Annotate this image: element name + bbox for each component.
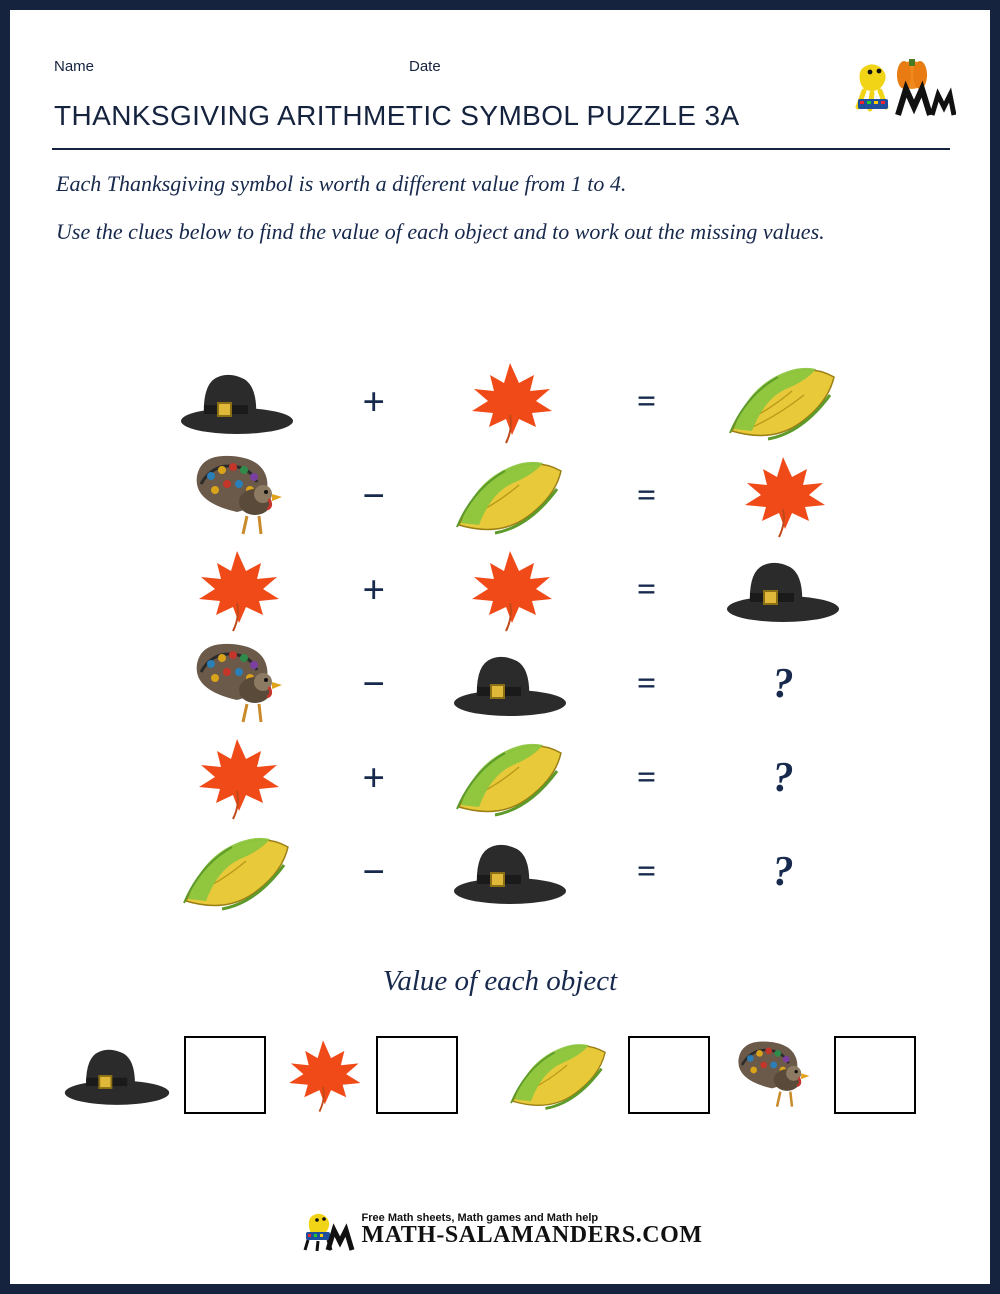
turkey-icon: [150, 449, 324, 543]
equation-row: [150, 825, 870, 919]
corn-icon: [423, 449, 597, 543]
hat-icon: [696, 543, 870, 637]
leaf-icon: [423, 543, 597, 637]
header-divider: [52, 148, 950, 150]
equals-sign: =: [636, 477, 657, 514]
equations-list: [150, 355, 870, 919]
footer-tagline: Free Math sheets, Math games and Math help: [361, 1211, 599, 1224]
operator: −: [361, 473, 386, 518]
hat-icon: [423, 637, 597, 731]
corn-value-box[interactable]: [628, 1036, 710, 1114]
turkey-icon: [722, 1034, 822, 1116]
page-border-bottom: [0, 1284, 1000, 1294]
math-salamanders-logo-icon: [846, 55, 956, 121]
instruction-line-1: Each Thanksgiving symbol is worth a different value from 1 to 4.: [56, 171, 627, 196]
value-item-hat: [62, 1036, 282, 1114]
value-item-leaf: [282, 1034, 502, 1116]
date-label: Date: [409, 58, 441, 75]
equation-row: [150, 731, 870, 825]
hat-icon: [62, 1040, 172, 1110]
equation-row: [150, 449, 870, 543]
footer: [0, 1208, 1000, 1252]
equals-sign: =: [636, 665, 657, 702]
operator: +: [362, 567, 385, 612]
salamander-logo-icon: [298, 1208, 356, 1252]
instructions-block: [56, 168, 916, 264]
footer-text: [362, 1212, 703, 1249]
equation-row: [150, 637, 870, 731]
value-section: [62, 1030, 942, 1120]
operator: −: [361, 849, 386, 894]
value-item-turkey: [722, 1034, 942, 1116]
equals-sign: =: [636, 853, 657, 890]
operator: −: [361, 661, 386, 706]
page-title: THANKSGIVING ARITHMETIC SYMBOL PUZZLE 3A: [54, 100, 740, 131]
answer-placeholder: ?: [772, 755, 794, 801]
equals-sign: =: [636, 383, 657, 420]
value-section-title: Value of each object: [382, 965, 618, 997]
corn-icon: [502, 1036, 616, 1114]
page-border-right: [990, 0, 1000, 1294]
leaf-icon: [423, 355, 597, 449]
page-border-left: [0, 0, 10, 1294]
hat-icon: [150, 355, 324, 449]
value-item-corn: [502, 1036, 722, 1114]
equation-row: [150, 355, 870, 449]
operator: +: [362, 755, 385, 800]
equation-row: [150, 543, 870, 637]
turkey-icon: [150, 637, 324, 731]
equals-sign: =: [636, 571, 657, 608]
answer-placeholder: ?: [772, 849, 794, 895]
hat-value-box[interactable]: [184, 1036, 266, 1114]
leaf-icon: [282, 1034, 364, 1116]
name-label: Name: [54, 58, 95, 75]
corn-icon: [150, 825, 324, 919]
leaf-icon: [150, 543, 324, 637]
answer-placeholder: ?: [772, 661, 794, 707]
turkey-value-box[interactable]: [834, 1036, 916, 1114]
name-date-row: [54, 58, 954, 80]
leaf-value-box[interactable]: [376, 1036, 458, 1114]
corn-icon: [423, 731, 597, 825]
hat-icon: [423, 825, 597, 919]
operator: +: [362, 379, 385, 424]
equals-sign: =: [636, 759, 657, 796]
corn-icon: [696, 355, 870, 449]
leaf-icon: [696, 449, 870, 543]
leaf-icon: [150, 731, 324, 825]
page-border-top: [0, 0, 1000, 10]
instruction-line-2: Use the clues below to find the value of each object and to work out the missing values.: [56, 218, 825, 244]
footer-site-name: MATH-SALAMANDERS.COM: [361, 1221, 703, 1248]
